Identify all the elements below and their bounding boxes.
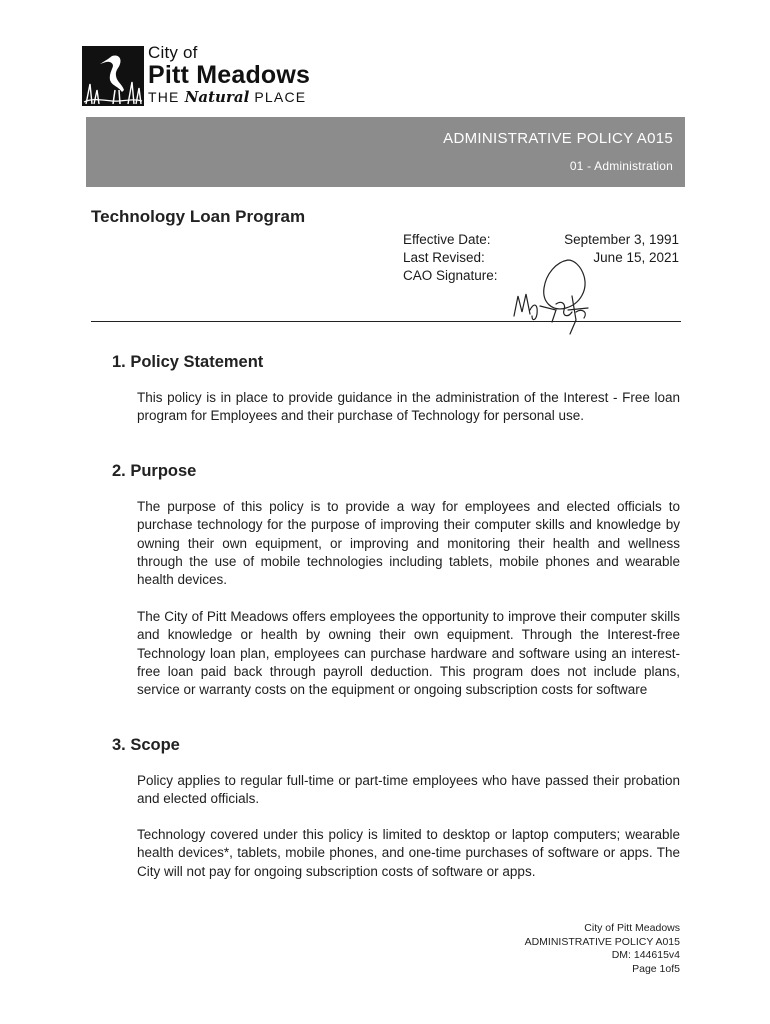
purpose-paragraph-1: The purpose of this policy is to provide a way for employees and elected officials to purchase technology for the purpose of improving their computer skills and knowledge by owning their own equipment, or improving and monitoring their health and wellness through the use of mobile technologies including tablets, mobile phones and wearable health devices. <box>137 499 680 588</box>
page-footer <box>525 922 680 976</box>
logo-city-of: City of <box>148 43 198 62</box>
last-revised-value: June 15, 2021 <box>593 250 679 265</box>
policy-statement-paragraph: This policy is in place to provide guidance in the administration of the Interest - Free loan program for Employees and their purchase of Technology for personal use. <box>137 390 680 424</box>
last-revised-label: Last Revised: <box>403 250 485 265</box>
document-title: Technology Loan Program <box>91 207 306 226</box>
city-logo <box>82 44 322 108</box>
footer-dm-number: DM: 144615v4 <box>611 949 680 962</box>
footer-policy: ADMINISTRATIVE POLICY A015 <box>524 935 680 948</box>
section-heading-policy-statement: 1. Policy Statement <box>112 353 264 371</box>
effective-date-label: Effective Date: <box>403 232 491 247</box>
logo-tag-the: THE <box>148 89 180 105</box>
section-heading-purpose: 2. Purpose <box>112 462 197 480</box>
scope-paragraph-2: Technology covered under this policy is limited to desktop or laptop computers; wearable health devices*, tablets, mobile phones, and one-time purchases of software or apps. The City will not pay for ongoing subscription costs of software or apps. <box>137 827 680 879</box>
policy-header-band <box>86 117 685 187</box>
footer-page-number: Page 1of5 <box>632 962 680 975</box>
cao-signature-icon <box>510 250 600 336</box>
effective-date-value: September 3, 1991 <box>564 232 679 247</box>
logo-city-name: Pitt Meadows <box>148 61 311 89</box>
effective-date-row <box>403 231 683 249</box>
cao-signature-label: CAO Signature: <box>403 268 498 283</box>
footer-city: City of Pitt Meadows <box>584 922 680 934</box>
logo-tag-place: PLACE <box>254 89 307 105</box>
scope-paragraph-1: Policy applies to regular full-time or part-time employees who have passed their probation and elected officials. <box>137 773 680 807</box>
purpose-paragraph-2: The City of Pitt Meadows offers employees the opportunity to improve their computer skills and knowledge or health by owning their own equipment. Through the Interest-free Technology loan plan, employees can purchase hardware and software using an interest-free loan paid back through payroll deduction. This program does not include plans, service or warranty costs on the equipment or ongoing subscription costs for software <box>137 609 680 698</box>
logo-tagline <box>148 89 310 105</box>
policy-number: ADMINISTRATIVE POLICY A015 <box>443 130 673 147</box>
section-heading-scope: 3. Scope <box>112 736 180 754</box>
logo-tag-script: Natural <box>184 88 250 106</box>
policy-category: 01 - Administration <box>569 159 673 173</box>
header-divider <box>91 321 681 322</box>
heron-logo-icon <box>82 46 144 106</box>
